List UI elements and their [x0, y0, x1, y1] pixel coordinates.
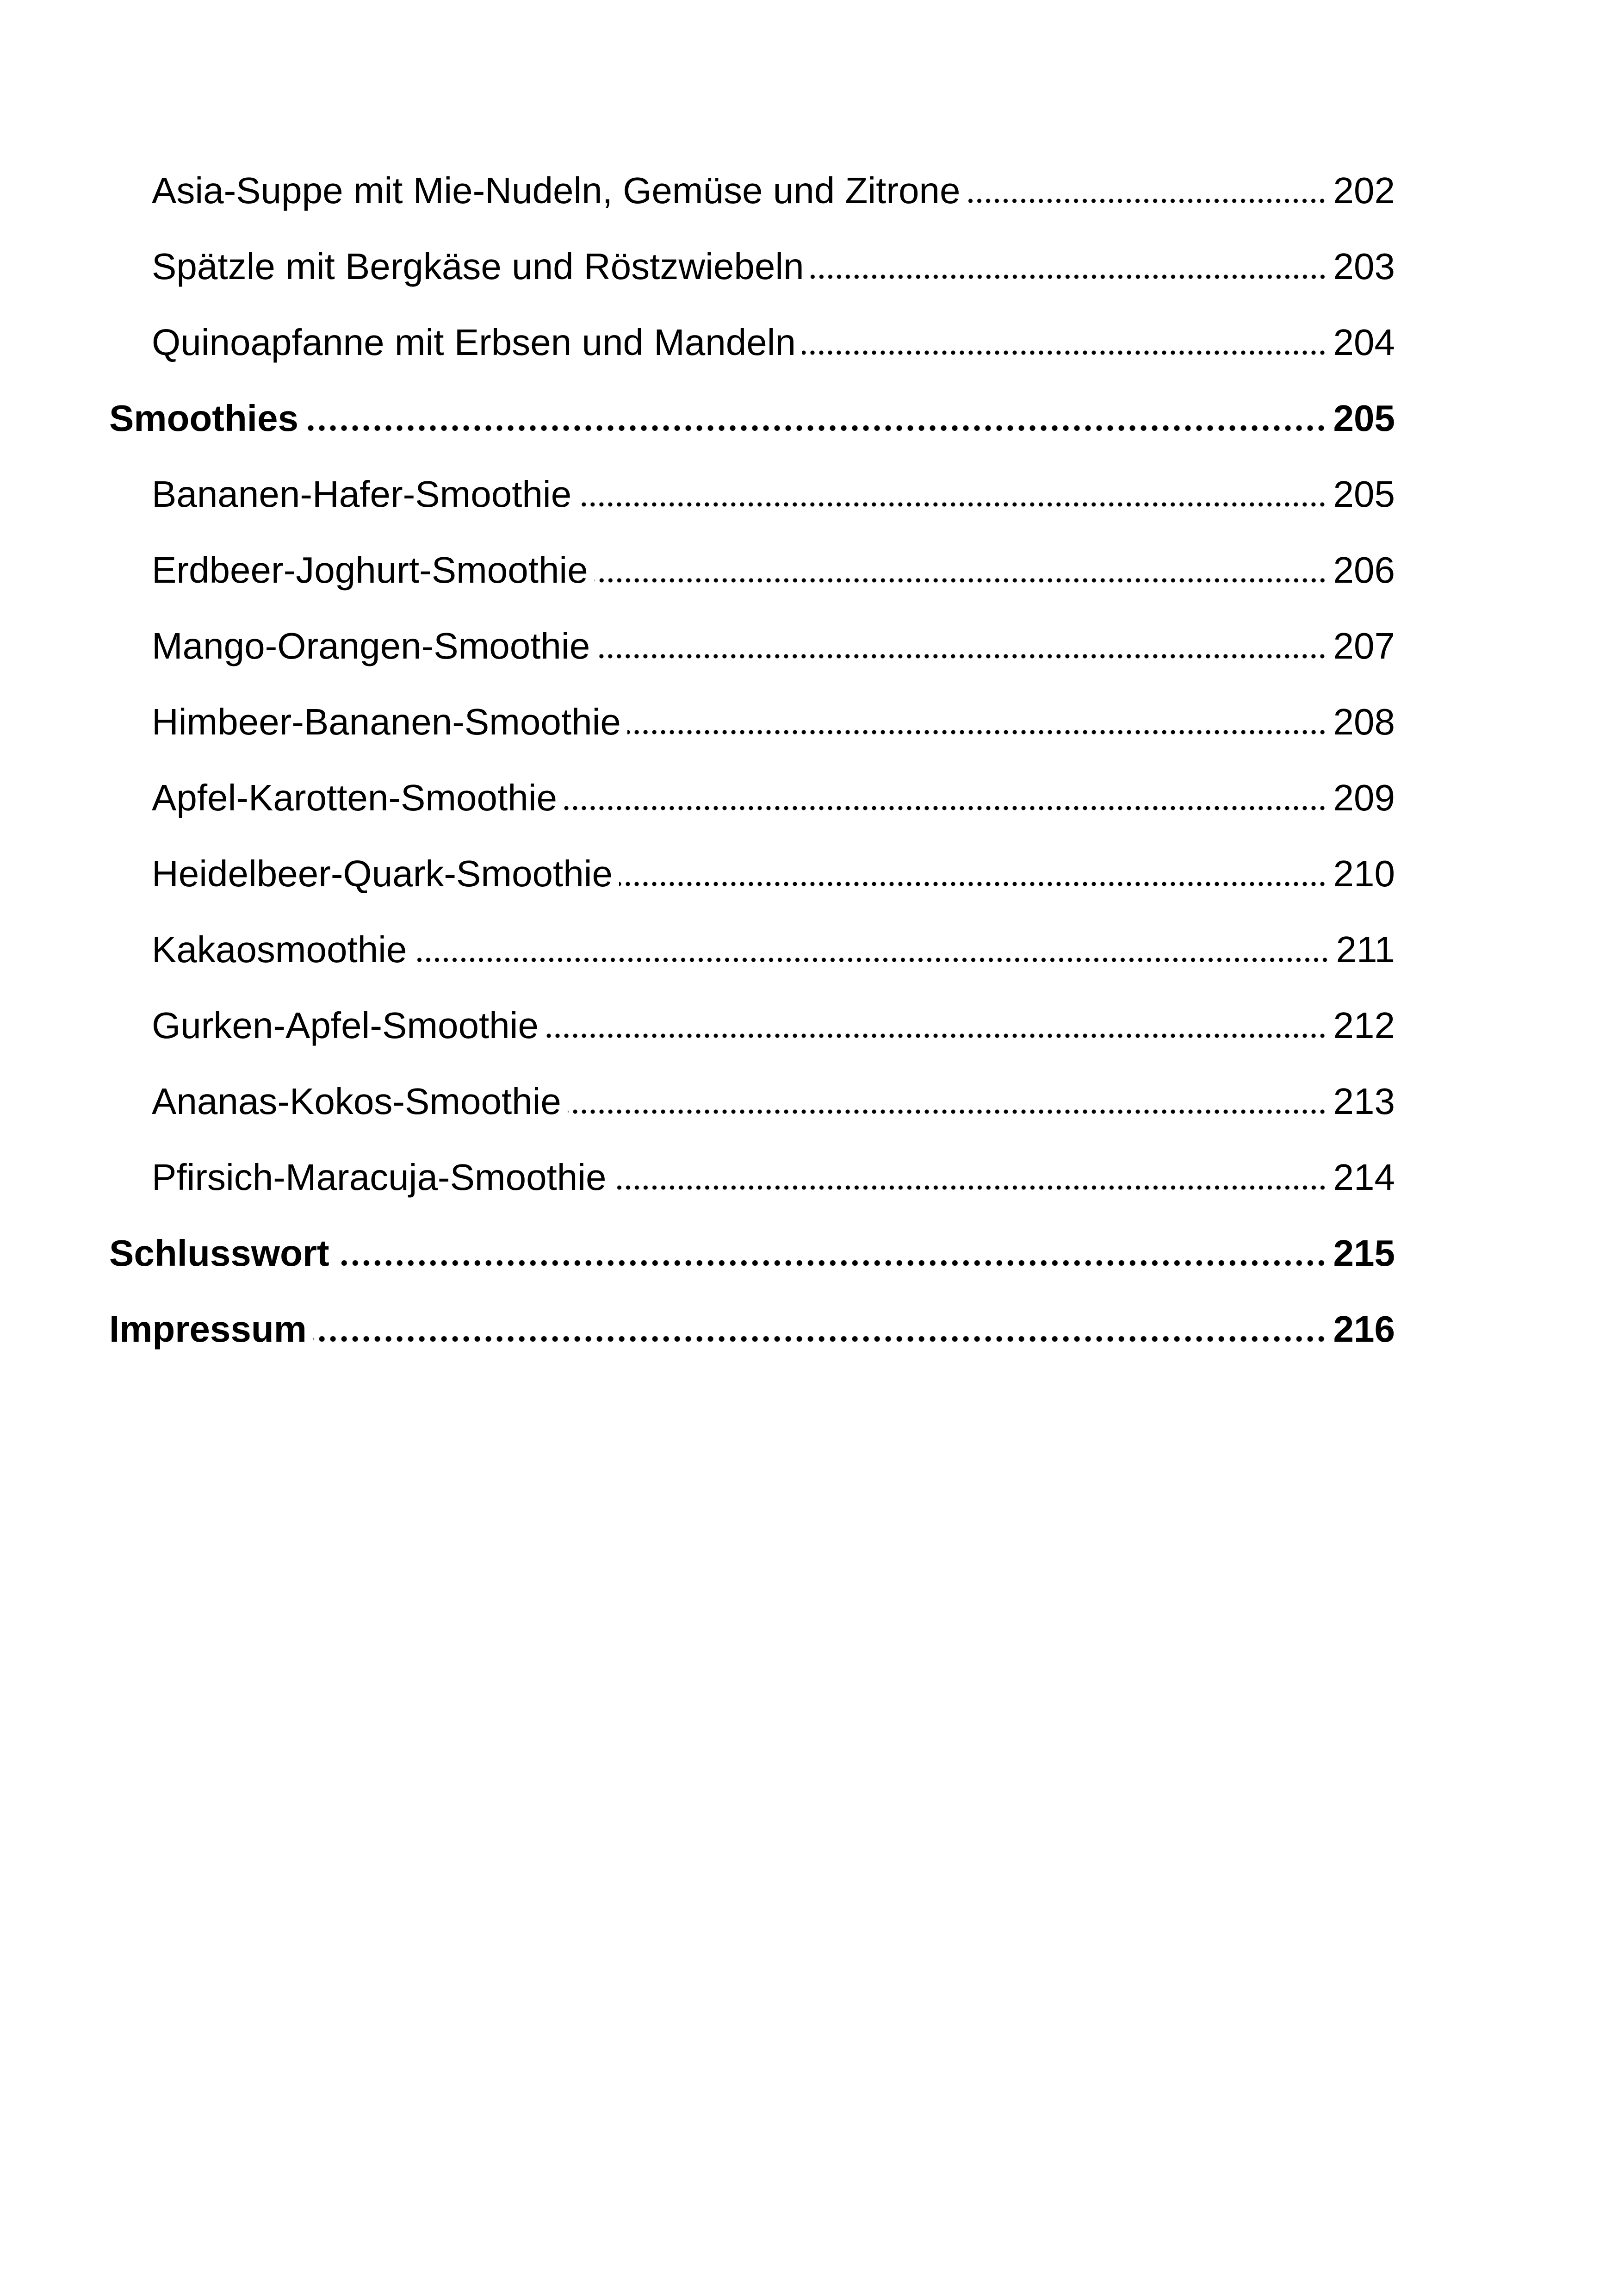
toc-entry-page: 211: [1336, 929, 1395, 970]
toc-entry-line: [152, 305, 1395, 380]
toc-entry-page: 209: [1333, 777, 1395, 818]
dot-leader: [619, 882, 1327, 886]
toc-entry[interactable]: [0, 760, 1618, 836]
toc-entry-line: [152, 229, 1395, 305]
toc-entry-line: [152, 532, 1395, 608]
dot-leader: [627, 730, 1327, 734]
toc-chapter-line: [109, 1215, 1395, 1291]
dot-leader: [568, 1109, 1327, 1114]
toc-entry-title: Asia-Suppe mit Mie-Nudeln, Gemüse und Zitrone: [152, 170, 961, 211]
toc-entry[interactable]: [0, 1139, 1618, 1215]
toc-chapter-line: [109, 380, 1395, 456]
toc-entry-title: Kakaosmoothie: [152, 929, 407, 970]
toc-chapter-title: Schlusswort: [109, 1232, 329, 1274]
toc-chapter-title: Impressum: [109, 1308, 307, 1350]
toc-entry-line: [152, 1064, 1395, 1139]
toc-entry-line: [152, 760, 1395, 836]
toc-entry-title: Himbeer-Bananen-Smoothie: [152, 701, 621, 742]
toc-entry[interactable]: [0, 1064, 1618, 1139]
toc-entry[interactable]: [0, 305, 1618, 380]
toc-entry-line: [152, 1139, 1395, 1215]
toc-entry[interactable]: [0, 912, 1618, 988]
toc-entry-page: 214: [1333, 1157, 1395, 1198]
toc-entry-title: Heidelbeer-Quark-Smoothie: [152, 853, 613, 894]
toc-entry[interactable]: [0, 456, 1618, 532]
dot-leader: [613, 1185, 1327, 1190]
toc-entry-line: [152, 684, 1395, 760]
dot-leader: [967, 199, 1327, 203]
toc-entry[interactable]: [0, 836, 1618, 912]
toc-entry-line: [152, 153, 1395, 229]
toc-entry[interactable]: [0, 153, 1618, 229]
toc-entry-title: Bananen-Hafer-Smoothie: [152, 473, 572, 515]
dot-leader: [578, 502, 1327, 507]
dot-leader: [336, 1260, 1327, 1266]
toc-entry-page: 204: [1333, 322, 1395, 363]
dot-leader: [802, 350, 1327, 355]
toc-entry[interactable]: [0, 608, 1618, 684]
toc-entry[interactable]: [0, 988, 1618, 1064]
toc-entry-title: Erdbeer-Joghurt-Smoothie: [152, 549, 588, 591]
toc-entry-line: [152, 608, 1395, 684]
dot-leader: [545, 1033, 1327, 1038]
dot-leader: [413, 958, 1329, 962]
toc-chapter-entry[interactable]: [0, 1215, 1618, 1291]
toc-entry-page: 213: [1333, 1081, 1395, 1122]
toc-entry[interactable]: [0, 532, 1618, 608]
dot-leader: [305, 425, 1327, 431]
toc-entry-line: [152, 836, 1395, 912]
toc-entry-page: 212: [1333, 1005, 1395, 1046]
toc-entry[interactable]: [0, 229, 1618, 305]
toc-chapter-title: Smoothies: [109, 398, 298, 439]
toc-entry-title: Quinoapfanne mit Erbsen und Mandeln: [152, 322, 796, 363]
toc-entry-line: [152, 912, 1395, 988]
toc-entry-line: [152, 456, 1395, 532]
dot-leader: [564, 806, 1327, 810]
toc-entry-page: 205: [1333, 473, 1395, 515]
dot-leader: [596, 654, 1327, 659]
toc-chapter-line: [109, 1291, 1395, 1367]
toc-entry-title: Ananas-Kokos-Smoothie: [152, 1081, 561, 1122]
toc-entry-page: 210: [1333, 853, 1395, 894]
toc-entry-page: 208: [1333, 701, 1395, 742]
toc-entry-title: Mango-Orangen-Smoothie: [152, 625, 590, 666]
toc-entry[interactable]: [0, 684, 1618, 760]
toc-chapter-page: 216: [1333, 1308, 1395, 1350]
toc-entry-title: Pfirsich-Maracuja-Smoothie: [152, 1157, 607, 1198]
dot-leader: [811, 274, 1327, 279]
toc-chapter-page: 205: [1333, 398, 1395, 439]
toc-chapter-page: 215: [1333, 1232, 1395, 1274]
toc-entry-title: Gurken-Apfel-Smoothie: [152, 1005, 539, 1046]
dot-leader: [595, 578, 1327, 583]
toc-entry-page: 207: [1333, 625, 1395, 666]
toc-entry-page: 203: [1333, 246, 1395, 287]
toc-entry-line: [152, 988, 1395, 1064]
toc-entry-page: 202: [1333, 170, 1395, 211]
toc-chapter-entry[interactable]: [0, 380, 1618, 456]
dot-leader: [313, 1336, 1327, 1342]
toc-chapter-entry[interactable]: [0, 1291, 1618, 1367]
toc-entry-title: Spätzle mit Bergkäse und Röstzwiebeln: [152, 246, 804, 287]
toc-entry-title: Apfel-Karotten-Smoothie: [152, 777, 558, 818]
toc-entry-page: 206: [1333, 549, 1395, 591]
